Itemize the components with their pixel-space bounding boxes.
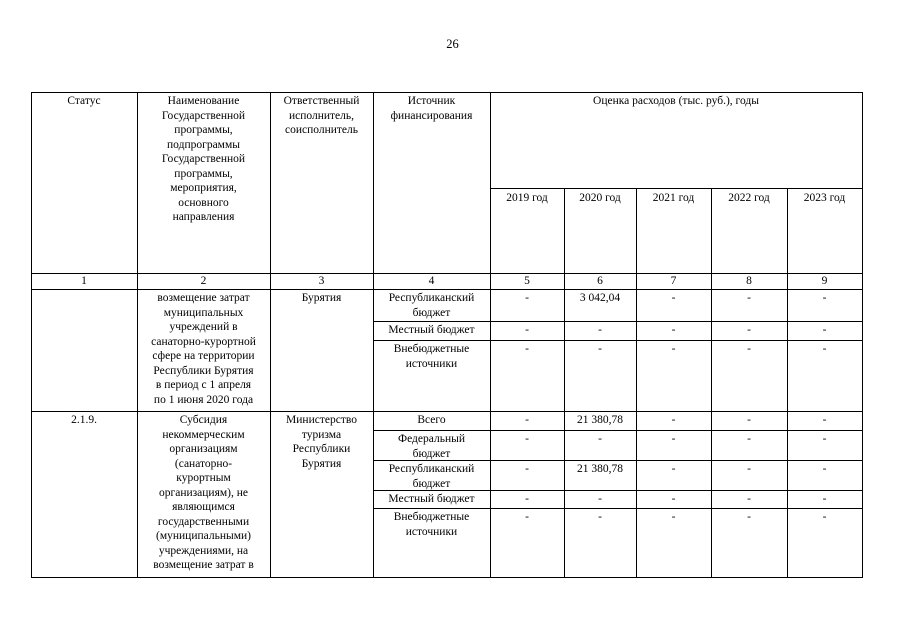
source-name: Внебюджетные источники <box>393 511 470 538</box>
column-number: 8 <box>746 275 752 287</box>
source-value: - <box>525 463 529 475</box>
source-value: - <box>822 414 827 426</box>
column-number: 6 <box>597 275 603 287</box>
source-name: Всего <box>417 414 446 426</box>
header-year: 2020 год <box>579 192 621 204</box>
source-value: - <box>671 433 676 445</box>
column-number: 4 <box>428 275 435 287</box>
page-number: 26 <box>446 37 459 51</box>
source-value: - <box>598 433 602 445</box>
source-name: Местный бюджет <box>388 324 475 336</box>
table-bottom-border <box>31 577 863 578</box>
table-top-border <box>31 92 863 93</box>
header-status: Статус <box>67 95 101 107</box>
source-value: - <box>671 493 676 505</box>
source-row-divider <box>373 321 863 322</box>
header-executor: Ответственный исполнитель, соисполнитель <box>283 95 360 136</box>
source-value: - <box>747 433 751 445</box>
source-value: - <box>747 493 751 505</box>
header-name: Наименование Государственной программы, подпрограммы Государственной программы, мероприятия, основного направления <box>161 95 246 223</box>
row-executor: Бурятия <box>301 292 342 304</box>
source-row-divider <box>373 508 863 509</box>
source-value: - <box>747 511 751 523</box>
source-value: - <box>822 493 827 505</box>
years-divider <box>490 188 863 189</box>
table-left-border <box>31 92 32 578</box>
source-value: - <box>671 343 676 355</box>
source-value: - <box>671 463 676 475</box>
source-value: - <box>747 292 751 304</box>
header-year: 2021 год <box>652 192 695 204</box>
source-value: - <box>671 324 676 336</box>
row-executor: Министерство туризма Республики Бурятия <box>286 414 357 470</box>
column-number: 3 <box>318 275 325 287</box>
source-value: - <box>598 343 602 355</box>
source-value: - <box>525 343 529 355</box>
source-value: - <box>822 463 827 475</box>
source-value: - <box>525 292 529 304</box>
source-value: 3 042,04 <box>579 292 621 304</box>
source-value: 21 380,78 <box>577 414 623 426</box>
source-value: - <box>822 292 827 304</box>
source-value: - <box>671 292 676 304</box>
header-expenses: Оценка расходов (тыс. руб.), годы <box>593 95 759 107</box>
header-source: Источник финансирования <box>390 95 473 122</box>
column-number: 5 <box>524 275 530 287</box>
source-value: - <box>525 493 529 505</box>
source-value: - <box>525 324 529 336</box>
source-value: - <box>822 433 827 445</box>
table-right-border <box>862 92 863 578</box>
source-value: - <box>525 414 529 426</box>
source-value: - <box>747 414 751 426</box>
source-name: Местный бюджет <box>388 493 475 505</box>
column-number: 7 <box>670 275 677 287</box>
row-status: 2.1.9. <box>71 414 97 426</box>
column-number: 1 <box>81 275 87 287</box>
source-value: 21 380,78 <box>577 463 623 475</box>
source-value: - <box>747 463 751 475</box>
column-number: 9 <box>821 275 828 287</box>
source-value: - <box>671 511 676 523</box>
row-name: возмещение затрат муниципальных учреждений в санаторно-курортной сфере на территории Республики Бурятия в период с 1 апреля по 1 июня 2020 года <box>151 292 256 406</box>
source-value: - <box>747 324 751 336</box>
source-row-divider <box>373 340 863 341</box>
source-value: - <box>598 511 602 523</box>
row-group-divider <box>31 411 863 412</box>
column-number: 2 <box>200 275 207 287</box>
source-value: - <box>671 414 676 426</box>
source-name: Республиканский бюджет <box>388 292 475 319</box>
header-year: 2019 год <box>506 192 548 204</box>
source-value: - <box>525 433 529 445</box>
source-value: - <box>822 324 827 336</box>
source-name: Республиканский бюджет <box>388 463 475 490</box>
source-value: - <box>598 324 602 336</box>
source-row-divider <box>373 430 863 431</box>
column-divider <box>270 92 271 578</box>
header-year: 2023 год <box>803 192 846 204</box>
column-numbers-bottom <box>31 289 863 290</box>
source-value: - <box>822 511 827 523</box>
source-value: - <box>598 493 602 505</box>
source-name: Федеральный бюджет <box>398 433 465 460</box>
source-name: Внебюджетные источники <box>393 343 470 370</box>
header-year: 2022 год <box>728 192 770 204</box>
row-name: Субсидия некоммерческим организациям (санаторно- курортным организациям), не являющимся государственными (муниципальными) учреждениями, на возмещение затрат в <box>153 414 254 571</box>
source-value: - <box>822 343 827 355</box>
source-value: - <box>525 511 529 523</box>
source-value: - <box>747 343 751 355</box>
